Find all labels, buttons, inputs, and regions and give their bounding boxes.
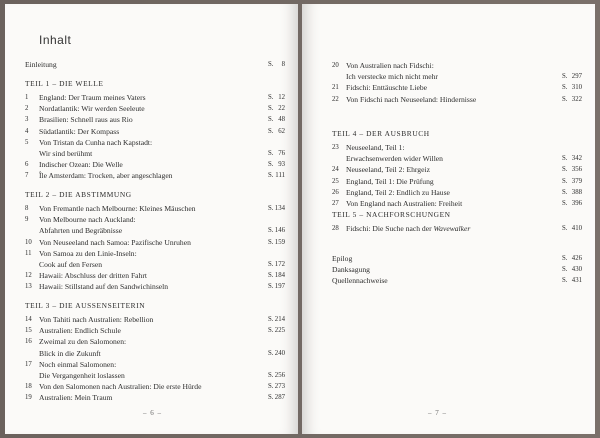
- page-ref: 426: [571, 255, 582, 262]
- chapter-title: Epilog: [332, 254, 353, 263]
- toc-entry: [332, 275, 600, 286]
- toc-entry: [332, 187, 600, 198]
- page-ref: 111: [275, 172, 285, 180]
- page-prefix: S.: [268, 227, 274, 235]
- chapter-title: England: Der Traum meines Vaters: [39, 93, 146, 102]
- page-prefix: S.: [562, 188, 568, 196]
- toc-entry: [25, 203, 305, 214]
- toc-entry: [25, 114, 305, 125]
- page-ref: 48: [278, 116, 285, 124]
- chapter-number: 20: [332, 62, 339, 69]
- page-ref: 8: [281, 61, 285, 68]
- toc-entry: [25, 92, 305, 103]
- toc-entry-intro: [25, 59, 305, 70]
- chapter-number: 28: [332, 225, 339, 232]
- page-prefix: S.: [562, 73, 568, 81]
- section-heading: TEIL 2 – DIE ABSTIMMUNG: [25, 190, 132, 199]
- chapter-title: Von Samoa zu den Linie-Inseln:: [39, 248, 137, 258]
- chapter-number: 4: [25, 127, 29, 135]
- chapter-title: Noch einmal Salomonen:: [39, 359, 117, 369]
- chapter-title: Australien: Endlich Schule: [39, 326, 121, 336]
- page-ref: 430: [571, 266, 582, 274]
- page-prefix: S.: [268, 172, 274, 180]
- toc-entry: [25, 392, 305, 403]
- page-ref: 322: [571, 95, 582, 103]
- toc-entry: [332, 82, 600, 93]
- page-prefix: S.: [268, 349, 274, 357]
- toc-entry: [332, 142, 600, 153]
- toc-entry: [25, 314, 305, 325]
- toc-entry: [25, 259, 305, 270]
- page-prefix: S.: [268, 283, 274, 291]
- toc-entry: [25, 348, 305, 359]
- chapter-title: Von Tahiti nach Australien: Rebellion: [39, 315, 154, 324]
- page-ref: 146: [274, 227, 285, 235]
- section-heading: TEIL 5 – NACHFORSCHUNGEN: [332, 210, 451, 219]
- page-prefix: S.: [562, 266, 568, 274]
- chapter-title: Von Tristan da Cunha nach Kapstadt:: [39, 137, 153, 147]
- page-prefix: S.: [268, 127, 274, 135]
- page-prefix: S.: [562, 225, 568, 232]
- chapter-title: Australien: Mein Traum: [39, 393, 113, 403]
- section-heading: TEIL 4 – DER AUSBRUCH: [332, 129, 430, 138]
- chapter-number: 19: [25, 394, 32, 402]
- page-ref: 197: [274, 283, 285, 291]
- chapter-title: Südatlantik: Der Kompass: [39, 126, 120, 136]
- chapter-title: Zweimal zu den Salomonen:: [39, 337, 127, 347]
- page-ref: 388: [571, 188, 582, 196]
- toc-entry: [25, 103, 305, 114]
- chapter-number: 3: [25, 116, 29, 124]
- chapter-title: Blick in die Zukunft: [39, 348, 101, 358]
- toc-entry: [25, 237, 305, 248]
- page-ref: 240: [274, 349, 285, 357]
- chapter-title: England, Teil 1: Die Prüfung: [346, 176, 434, 186]
- chapter-number: 15: [25, 327, 32, 335]
- page-prefix: S.: [562, 200, 568, 207]
- right-page: [302, 4, 595, 434]
- page-ref: 287: [274, 394, 285, 402]
- chapter-title: Von Melbourne nach Auckland:: [39, 215, 136, 225]
- toc-entry: [25, 336, 305, 347]
- page-ref: 134: [274, 205, 285, 212]
- chapter-title: Von Australien nach Fidschi:: [346, 61, 434, 70]
- toc-entry: [25, 270, 305, 281]
- toc-entry: [25, 148, 305, 159]
- page-ref: 12: [278, 94, 285, 101]
- chapter-title: Von Neuseeland nach Samoa: Pazifische Unruhen: [39, 237, 191, 247]
- toc-entry: [332, 71, 600, 82]
- page-prefix: S.: [562, 84, 568, 92]
- page-number-left: – 6 –: [143, 409, 162, 417]
- page-ref: 93: [278, 161, 285, 169]
- intro-title: Einleitung: [25, 60, 57, 69]
- chapter-title: Erwachsenwerden wider Willen: [346, 154, 443, 164]
- chapter-title: Von Fidschi nach Neuseeland: Hindernisse: [346, 94, 477, 104]
- page-prefix: S.: [562, 95, 568, 103]
- page-prefix: S.: [268, 116, 274, 124]
- toc-entry: [25, 137, 305, 148]
- chapter-number: 13: [25, 283, 32, 291]
- page-prefix: S.: [268, 94, 274, 101]
- page-ref: 159: [274, 238, 285, 246]
- page-ref: 22: [278, 105, 285, 113]
- chapter-title: Île Amsterdam: Trocken, aber angeschlagen: [39, 171, 173, 181]
- toc-entry: [25, 381, 305, 392]
- left-page: [5, 4, 298, 434]
- chapter-number: 5: [25, 138, 29, 146]
- page-prefix: S.: [268, 372, 274, 379]
- chapter-title: Indischer Ozean: Die Welle: [39, 160, 123, 170]
- page-ref: 184: [274, 272, 285, 280]
- toc-entry: [25, 370, 305, 381]
- chapter-number: 9: [25, 216, 29, 224]
- chapter-title: Die Vergangenheit loslassen: [39, 371, 125, 380]
- toc-title: Inhalt: [39, 33, 72, 47]
- toc-entry: [25, 359, 305, 370]
- toc-entry: [332, 253, 600, 264]
- toc-entry: [332, 223, 600, 234]
- chapter-title: Abfahrten und Begräbnisse: [39, 226, 123, 236]
- chapter-number: 23: [332, 144, 339, 151]
- chapter-title: Fidschi: Die Suche nach der Wavewalker: [346, 224, 471, 233]
- chapter-number: 6: [25, 161, 29, 169]
- toc-entry: [332, 94, 600, 105]
- page-prefix: S.: [268, 61, 274, 68]
- page-prefix: S.: [268, 383, 274, 391]
- section-heading: TEIL 3 – DIE AUSSENSEITERIN: [25, 301, 146, 310]
- toc-entry: [25, 325, 305, 336]
- toc-entry: [25, 281, 305, 292]
- page-ref: 356: [571, 166, 582, 174]
- section-heading: TEIL 1 – DIE WELLE: [25, 79, 104, 88]
- page-prefix: S.: [562, 277, 568, 285]
- chapter-title: Von Fremantle nach Melbourne: Kleines Mäuschen: [39, 204, 196, 213]
- page-prefix: S.: [268, 238, 274, 246]
- toc-entry: [25, 159, 305, 170]
- chapter-number: 10: [25, 238, 32, 246]
- chapter-number: 24: [332, 166, 339, 174]
- chapter-title: England, Teil 2: Endlich zu Hause: [346, 187, 450, 197]
- page-ref: 256: [274, 372, 285, 379]
- toc-entry: [332, 176, 600, 187]
- page-ref: 431: [571, 277, 582, 285]
- chapter-number: 18: [25, 383, 32, 391]
- chapter-number: 7: [25, 172, 29, 180]
- page-ref: 273: [274, 383, 285, 391]
- page-ref: 172: [274, 261, 285, 268]
- chapter-title: Brasilien: Schnell raus aus Rio: [39, 115, 133, 125]
- chapter-title: Hawaii: Stillstand auf den Sandwichinseln: [39, 282, 169, 292]
- chapter-number: 14: [25, 316, 32, 323]
- chapter-title: Hawaii: Abschluss der dritten Fahrt: [39, 271, 147, 281]
- chapter-title: Nordatlantik: Wir werden Seeleute: [39, 104, 145, 114]
- toc-entry: [25, 225, 305, 236]
- ship-name: Wavewalker: [433, 224, 471, 233]
- page-ref: 76: [278, 150, 285, 157]
- page-prefix: S.: [268, 272, 274, 280]
- chapter-number: 12: [25, 272, 32, 280]
- chapter-title: Wir sind berühmt: [39, 149, 93, 158]
- page-ref: 225: [274, 327, 285, 335]
- page-prefix: S.: [268, 394, 274, 402]
- chapter-title: Von England nach Australien: Freiheit: [346, 199, 463, 208]
- toc-entry: [332, 164, 600, 175]
- page-ref: 214: [274, 316, 285, 323]
- chapter-number: 1: [25, 94, 29, 101]
- page-ref: 410: [571, 225, 582, 232]
- page-ref: 310: [571, 84, 582, 92]
- chapter-title: Neuseeland, Teil 2: Ehrgeiz: [346, 165, 430, 175]
- toc-entry: [332, 264, 600, 275]
- chapter-title: Danksagung: [332, 265, 370, 275]
- toc-entry: [332, 153, 600, 164]
- chapter-number: 21: [332, 84, 339, 92]
- page-ref: 342: [571, 155, 582, 163]
- page-prefix: S.: [562, 255, 568, 262]
- page-prefix: S.: [268, 105, 274, 113]
- chapter-title: Fidschi: Enttäuschte Liebe: [346, 83, 427, 93]
- chapter-number: 11: [25, 249, 32, 257]
- page-prefix: S.: [268, 161, 274, 169]
- toc-entry: [332, 198, 600, 209]
- toc-entry: [332, 60, 600, 71]
- page-ref: 297: [571, 73, 582, 81]
- page-prefix: S.: [268, 327, 274, 335]
- chapter-number: 26: [332, 188, 339, 196]
- toc-entry: [25, 170, 305, 181]
- toc-entry: [25, 214, 305, 225]
- page-prefix: S.: [268, 150, 274, 157]
- chapter-title: Quellennachweise: [332, 276, 388, 286]
- page-number-right: – 7 –: [428, 409, 447, 417]
- page-ref: 379: [571, 177, 582, 185]
- chapter-number: 25: [332, 177, 339, 185]
- page-prefix: S.: [268, 205, 274, 212]
- chapter-number: 27: [332, 200, 339, 207]
- chapter-number: 17: [25, 360, 32, 368]
- page-prefix: S.: [562, 177, 568, 185]
- chapter-title: Ich verstecke mich nicht mehr: [346, 72, 438, 82]
- chapter-title: Neuseeland, Teil 1:: [346, 143, 405, 152]
- page-prefix: S.: [562, 155, 568, 163]
- page-prefix: S.: [268, 316, 274, 323]
- page-prefix: S.: [268, 261, 274, 268]
- chapter-number: 16: [25, 338, 32, 346]
- chapter-title: Cook auf den Fersen: [39, 260, 103, 269]
- chapter-number: 2: [25, 105, 29, 113]
- chapter-title: Von den Salomonen nach Australien: Die erste Hürde: [39, 382, 202, 392]
- toc-entry: [25, 248, 305, 259]
- chapter-number: 22: [332, 95, 339, 103]
- toc-entry: [25, 126, 305, 137]
- page-prefix: S.: [562, 166, 568, 174]
- page-ref: 396: [571, 200, 582, 207]
- chapter-number: 8: [25, 205, 29, 212]
- page-ref: 62: [278, 127, 285, 135]
